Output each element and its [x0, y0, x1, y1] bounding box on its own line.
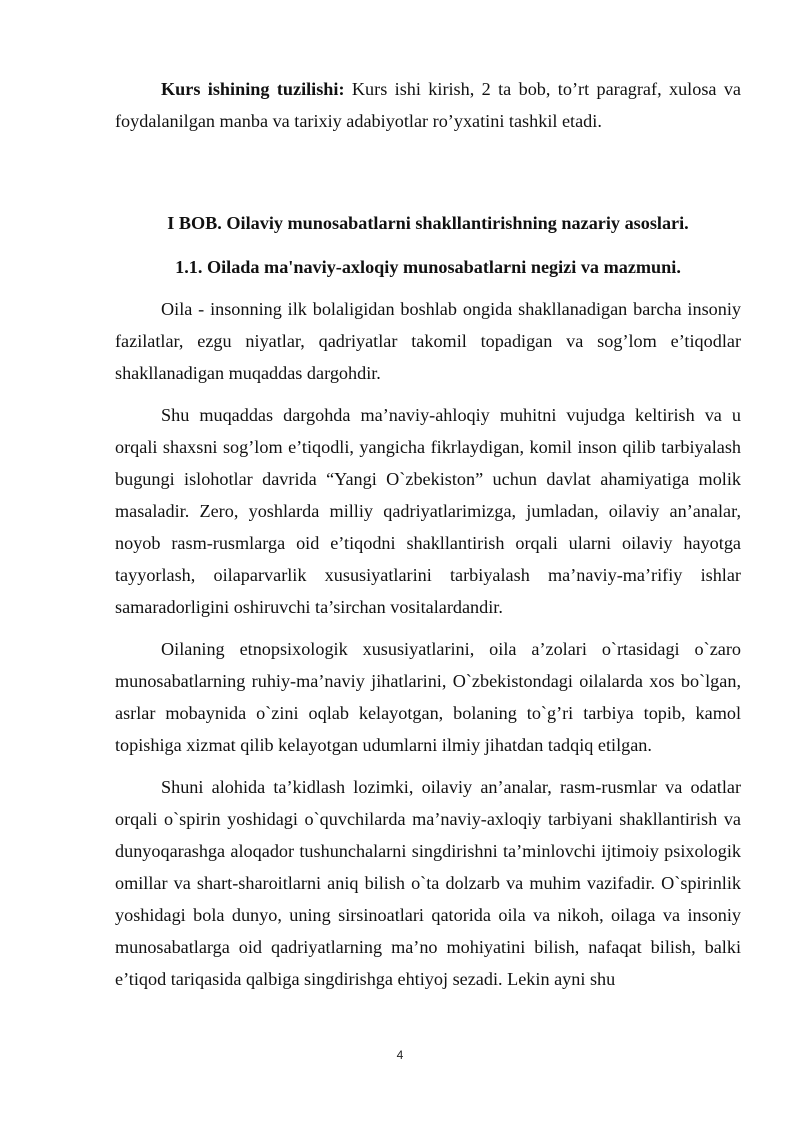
chapter-heading: I BOB. Oilaviy munosabatlarni shakllantirishning nazariy asoslari. — [167, 213, 689, 233]
body-paragraph: Shu muqaddas dargohda ma’naviy-ahloqiy muhitni vujudga keltirish va u orqali shaxsni sog’lom e’tiqodli, yangicha fikrlaydigan, komil inson qilib tarbiyalash bugungi islohotlar davrida “Yangi O`zbekiston” uchun davlat ahamiyatiga molik masaladir. Zero, yoshlarda milliy qadriyatlarimizga, jumladan, oilaviy an’analar, noyob rasm-rusmlarga oid e’tiqodni shakllantirish orqali ularni oilaviy hayotga tayyorlash, oilaparvarlik xususiyatlarini tarbiyalash ma’naviy-ma’rifiy ishlar samaradorligini oshiruvchi ta’sirchan vositalardandir. — [115, 405, 741, 617]
section-heading: 1.1. Oilada ma'naviy-axloqiy munosabatlarni negizi va mazmuni. — [175, 257, 681, 277]
body-paragraph: Shuni alohida ta’kidlash lozimki, oilaviy an’analar, rasm-rusmlar va odatlar orqali o`spirin yoshidagi o`quvchilarda ma’naviy-axloqiy tarbiyani shakllantirish va dunyoqarashga aloqador tushunchalarni singdirishni ta’minlovchi ijtimoiy psixologik omillar va shart-sharoitlarni aniq bilish o`ta dolzarb va muhim vazifadir. O`spirinlik yoshidagi bola dunyo, uning sirsinoatlari qatorida oila va nikoh, oilaga va insoniy munosabatlarga oid qadriyatlarning ma’no mohiyatini bilish, nafaqat bilish, balki e’tiqod tariqasida qalbiga singdirishga ehtiyoj sezadi. Lekin ayni shu — [115, 777, 741, 989]
structure-text: Kurs ishi kirish, 2 ta bob, to’rt paragraf, xulosa va foydalanilgan manba va tarixiy adabiyotlar ro’yxatini tashkil etadi. — [115, 79, 742, 131]
structure-paragraph — [115, 73, 741, 137]
page-number: 4 — [396, 1048, 404, 1062]
structure-label: Kurs ishining tuzilishi: — [161, 79, 345, 99]
page-content — [115, 73, 741, 995]
body-paragraph: Oila - insonning ilk bolaligidan boshlab ongida shakllanadigan barcha insoniy fazilatlar, ezgu niyatlar, qadriyatlar takomil topadigan va sog’lom e’tiqodlar shakllanadigan muqaddas dargohdir. — [115, 299, 741, 383]
body-paragraph: Oilaning etnopsixologik xususiyatlarini, oila a’zolari o`rtasidagi o`zaro munosabatlarning ruhiy-ma’naviy jihatlarini, O`zbekistondagi oilalarda xos bo`lgan, asrlar mobaynida o`zini oqlab kelayotgan, bolaning to`g’ri tarbiya topib, kamol topishiga xizmat qilib kelayotgan udumlarni ilmiy jihatdan tadqiq etilgan. — [115, 639, 741, 755]
